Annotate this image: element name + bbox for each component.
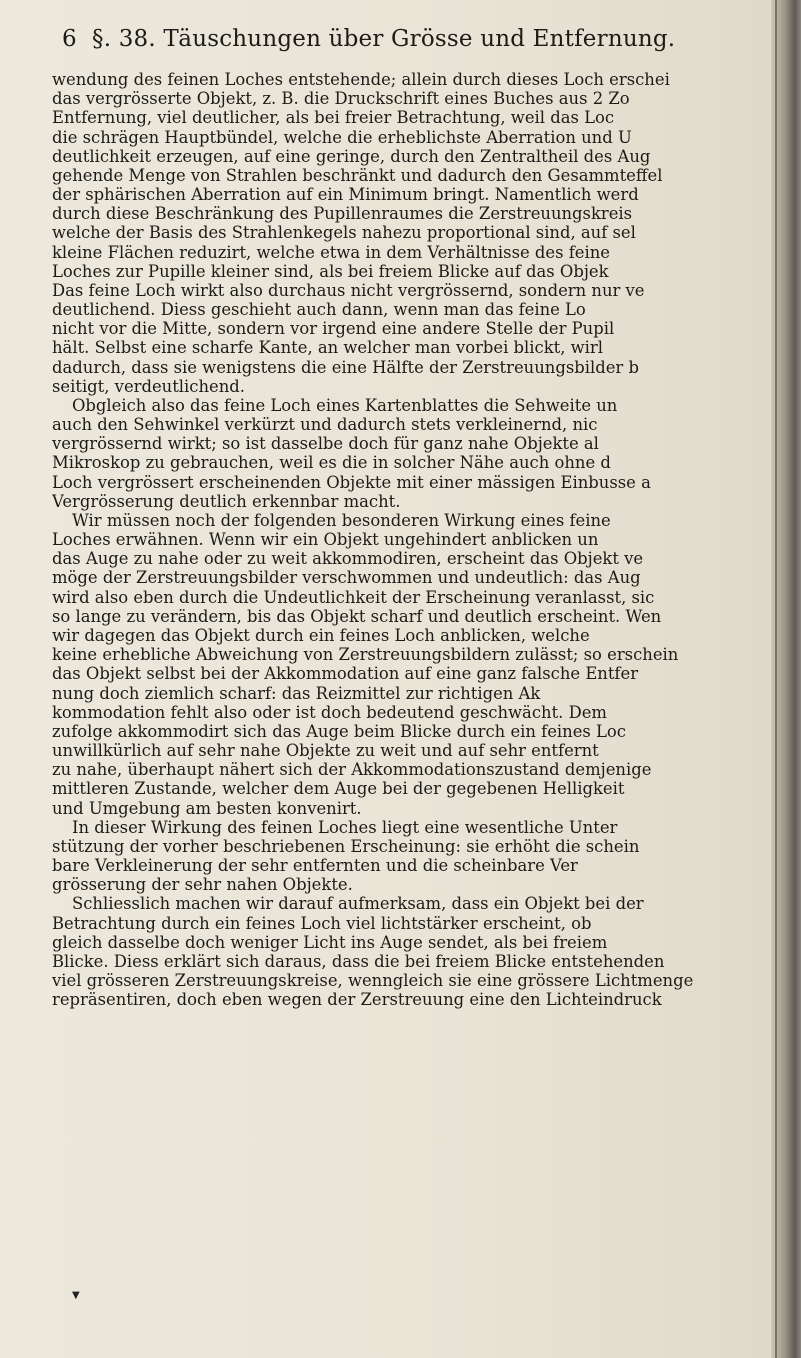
text-line: Schliesslich machen wir darauf aufmerksam, dass ein Objekt bei der (72, 894, 644, 914)
text-line: dadurch, dass sie wenigstens die eine Hälfte der Zerstreuungsbilder b (52, 357, 639, 377)
text-line: der sphärischen Aberration auf ein Minimum bringt. Namentlich werd (52, 185, 639, 205)
body-text (52, 70, 792, 1009)
text-line: stützung der vorher beschriebenen Erscheinung: sie erhöht die schein (52, 836, 640, 856)
page-number: 6 (62, 26, 77, 52)
text-line: deutlichkeit erzeugen, auf eine geringe, durch den Zentraltheil des Aug (52, 146, 651, 166)
text-line: Loches zur Pupille kleiner sind, als bei freiem Blicke auf das Objek (52, 261, 609, 281)
text-line: Das feine Loch wirkt also durchaus nicht vergrössernd, sondern nur ve (52, 280, 645, 300)
text-line: Loch vergrössert erscheinenden Objekte mit einer mässigen Einbusse a (52, 472, 651, 492)
text-line: wir dagegen das Objekt durch ein feines Loch anblicken, welche (52, 625, 590, 645)
text-line: repräsentiren, doch eben wegen der Zerstreuung eine den Lichteindruck (52, 990, 662, 1010)
text-line: das Objekt selbst bei der Akkommodation auf eine ganz falsche Entfer (52, 664, 639, 684)
text-line: nung doch ziemlich scharf: das Reizmittel zur richtigen Ak (52, 683, 541, 703)
text-line: auch den Sehwinkel verkürzt und dadurch stets verkleinernd, nic (52, 415, 598, 435)
text-line: welche der Basis des Strahlenkegels nahezu proportional sind, auf sel (52, 223, 636, 243)
text-line: seitigt, verdeutlichend. (52, 376, 245, 396)
running-title: §. 38. Täuschungen über Grösse und Entfernung. (92, 26, 676, 52)
text-line: zufolge akkommodirt sich das Auge beim Blicke durch ein feines Loc (52, 721, 626, 741)
text-line: viel grösseren Zerstreuungskreise, wenngleich sie eine grössere Lichtmenge (52, 971, 694, 991)
text-line: unwillkürlich auf sehr nahe Objekte zu weit und auf sehr entfernt (52, 741, 599, 761)
text-line: das Auge zu nahe oder zu weit akkommodiren, erscheint das Objekt ve (52, 549, 644, 569)
text-line: möge der Zerstreuungsbilder verschwommen und undeutlich: das Aug (52, 568, 641, 588)
text-line: kommodation fehlt also oder ist doch bedeutend geschwächt. Dem (52, 702, 607, 722)
text-line: das vergrösserte Objekt, z. B. die Druckschrift eines Buches aus 2 Zo (52, 89, 630, 109)
text-line: hält. Selbst eine scharfe Kante, an welcher man vorbei blickt, wirl (52, 338, 603, 358)
text-line: Mikroskop zu gebrauchen, weil es die in solcher Nähe auch ohne d (52, 453, 611, 473)
text-line: grösserung der sehr nahen Objekte. (52, 875, 353, 895)
page-header (62, 26, 762, 58)
text-line: Wir müssen noch der folgenden besonderen Wirkung eines feine (72, 510, 611, 530)
text-line: gleich dasselbe doch weniger Licht ins Auge sendet, als bei freiem (52, 932, 608, 952)
text-line: mittleren Zustande, welcher dem Auge bei der gegebenen Helligkeit (52, 779, 625, 799)
text-line: keine erhebliche Abweichung von Zerstreuungsbildern zulässt; so erschein (52, 645, 679, 665)
text-line: Betrachtung durch ein feines Loch viel lichtstärker erscheint, ob (52, 913, 592, 933)
text-line: die schrägen Hauptbündel, welche die erheblichste Aberration und U (52, 127, 632, 147)
text-line: Obgleich also das feine Loch eines Kartenblattes die Sehweite un (72, 395, 618, 415)
text-line: durch diese Beschränkung des Pupillenraumes die Zerstreuungskreis (52, 204, 633, 224)
text-line: wird also eben durch die Undeutlichkeit der Erscheinung veranlasst, sic (52, 587, 655, 607)
text-line: zu nahe, überhaupt nähert sich der Akkommodationszustand demjenige (52, 760, 652, 780)
text-line: Entfernung, viel deutlicher, als bei freier Betrachtung, weil das Loc (52, 108, 615, 128)
text-line: bare Verkleinerung der sehr entfernten und die scheinbare Ver (52, 856, 578, 876)
text-line: Blicke. Diess erklärt sich daraus, dass die bei freiem Blicke entstehenden (52, 951, 665, 971)
text-line: so lange zu verändern, bis das Objekt scharf und deutlich erscheint. Wen (52, 606, 662, 626)
text-line: kleine Flächen reduzirt, welche etwa in dem Verhältnisse des feine (52, 242, 610, 262)
print-mark-icon: ▼ (72, 1290, 80, 1301)
text-line: Vergrösserung deutlich erkennbar macht. (52, 491, 401, 511)
text-line: nicht vor die Mitte, sondern vor irgend eine andere Stelle der Pupil (52, 319, 615, 339)
text-line: Loches erwähnen. Wenn wir ein Objekt ungehindert anblicken un (52, 530, 599, 550)
text-line: wendung des feinen Loches entstehende; allein durch dieses Loch erschei (52, 70, 670, 89)
text-line: vergrössernd wirkt; so ist dasselbe doch für ganz nahe Objekte al (52, 434, 599, 454)
text-line: und Umgebung am besten konvenirt. (52, 798, 362, 818)
text-line: gehende Menge von Strahlen beschränkt und dadurch den Gesammteffel (52, 165, 663, 185)
text-line: deutlichend. Diess geschieht auch dann, wenn man das feine Lo (52, 300, 586, 320)
text-line: In dieser Wirkung des feinen Loches liegt eine wesentliche Unter (72, 817, 618, 837)
